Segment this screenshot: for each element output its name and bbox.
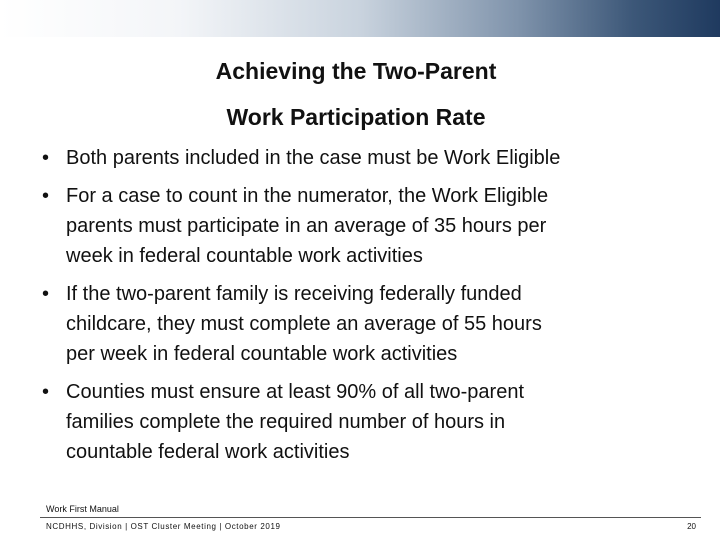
bullet-item-3 [42, 279, 682, 369]
bullet-dot-icon: • [42, 147, 50, 169]
slide-title [0, 48, 712, 140]
bullet-4-line-2: families complete the required number of hours in [66, 411, 506, 433]
bullet-4-line-1: Counties must ensure at least 90% of all two-parent [66, 381, 525, 403]
bullet-3-line-2: childcare, they must complete an average of 55 hours [66, 313, 542, 335]
bullet-3-line-3: per week in federal countable work activities [66, 343, 458, 365]
bullet-item-2 [42, 181, 682, 271]
slide-title-line-2: Work Participation Rate [226, 104, 486, 130]
bullet-item-4 [42, 377, 682, 467]
bullet-item-1 [42, 143, 682, 173]
bullet-2-line-2: parents must participate in an average of 35 hours per [66, 215, 547, 237]
bullet-4-line-3: countable federal work activities [66, 441, 350, 463]
bullet-dot-icon: • [42, 185, 50, 207]
source-note: Work First Manual [46, 504, 119, 514]
bullet-2-line-3: week in federal countable work activities [66, 245, 423, 267]
bullet-list [42, 143, 682, 475]
bullet-dot-icon: • [42, 283, 50, 305]
bullet-3-line-1: If the two-parent family is receiving federally funded [66, 283, 522, 305]
footer-divider [40, 517, 701, 518]
header-gradient-band [0, 0, 720, 37]
footer-meeting-text: NCDHHS, Division | OST Cluster Meeting | October 2019 [46, 522, 281, 531]
slide-title-line-1: Achieving the Two-Parent [215, 58, 497, 84]
page-number: 20 [687, 522, 696, 531]
bullet-1-line-1: Both parents included in the case must be Work Eligible [66, 147, 561, 169]
bullet-2-line-1: For a case to count in the numerator, the Work Eligible [66, 185, 549, 207]
bullet-dot-icon: • [42, 381, 50, 403]
